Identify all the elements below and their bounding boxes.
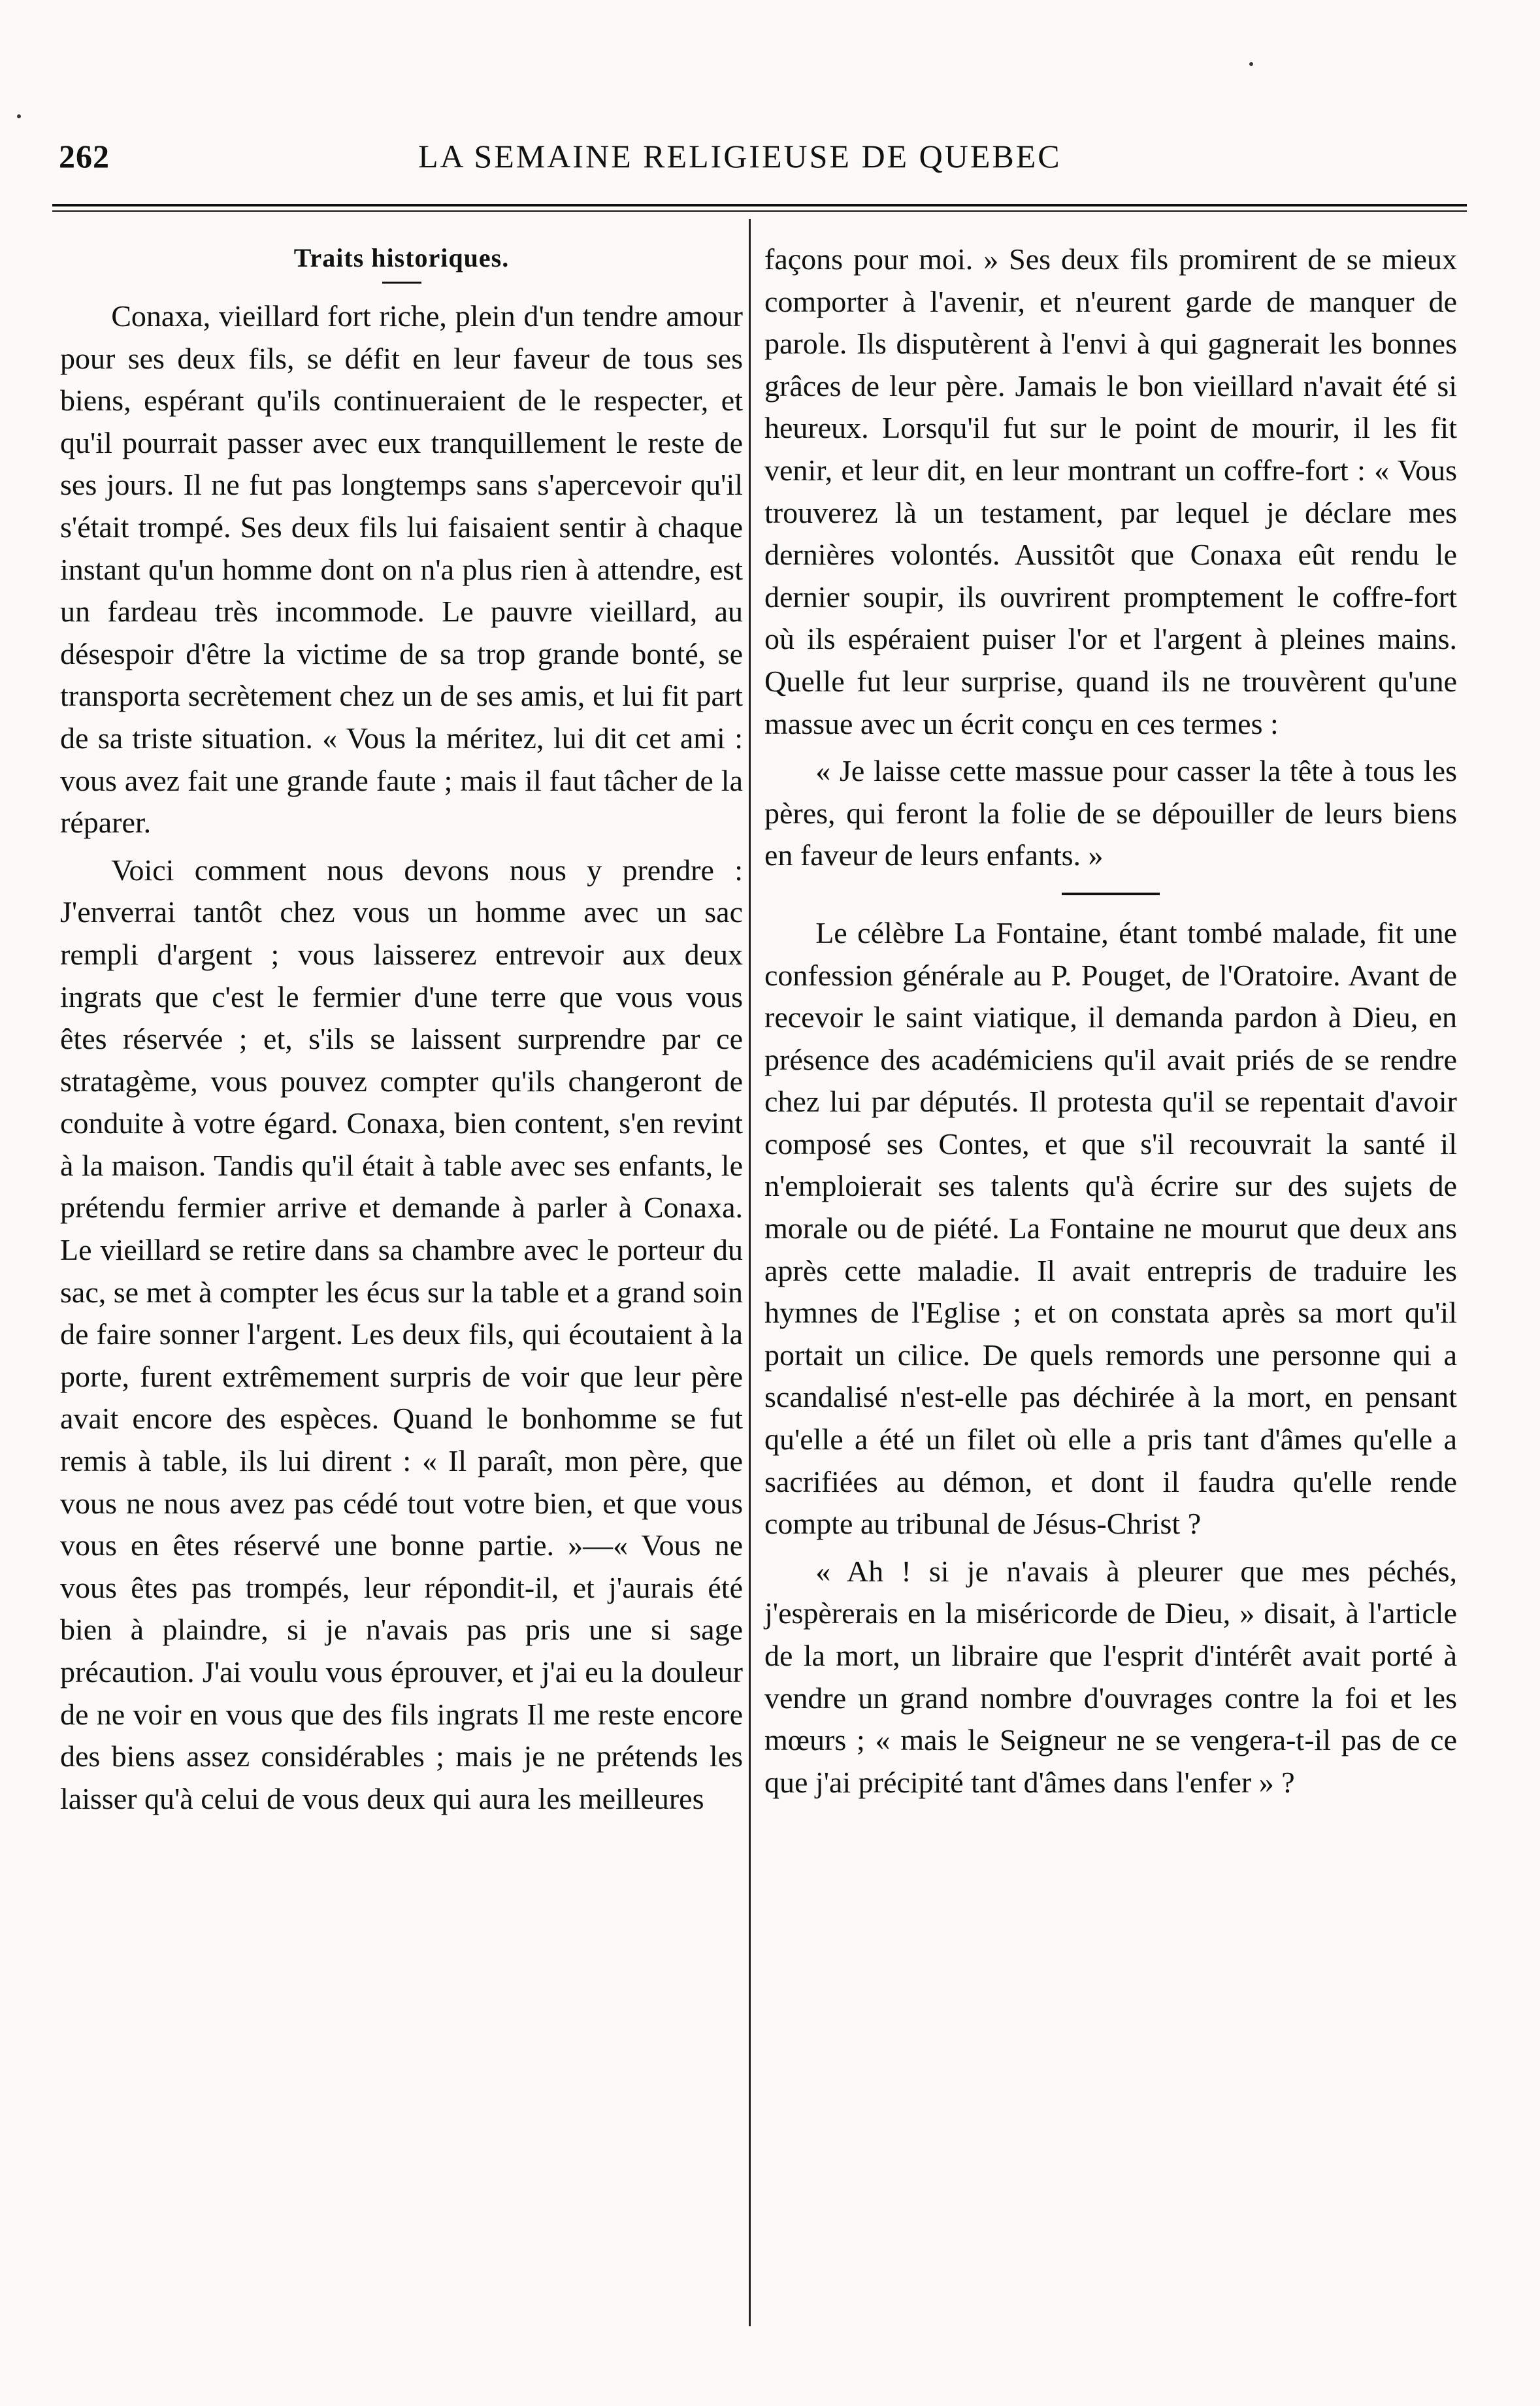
header-rule	[52, 204, 1467, 206]
paragraph: façons pour moi. » Ses deux fils promirent de se mieux comporter à l'avenir, et n'eurent garde de manquer de parole. Ils disputèrent à l'envi à qui gagnerait les bonnes grâces de leur père. Jamais le bon vieillard n'avait été si heureux. Lorsqu'il fut sur le point de mourir, il les fit venir, et leur dit, en leur montrant un coffre-fort : « Vous trouverez là un testament, par lequel je déclare mes dernières volontés. Aussitôt que Conaxa eût rendu le dernier soupir, ils ouvrirent promptement le coffre-fort où ils espéraient puiser l'or et l'argent à pleines mains. Quelle fut leur surprise, quand ils ne trouvèrent qu'une massue avec un écrit conçu en ces termes :	[764, 242, 1457, 740]
page-number: 262	[59, 138, 110, 174]
ink-speck	[1249, 62, 1253, 66]
section-separator-rule	[1062, 893, 1160, 895]
paragraph: Conaxa, vieillard fort riche, plein d'un tendre amour pour ses deux fils, se défit en leur faveur de tous ses biens, espérant qu'ils continueraient de le respecter, et qu'il pourrait passer avec eux tranquillement le reste de ses jours. Il ne fut pas longtemps sans s'apercevoir qu'il s'était trompé. Ses deux fils lui faisaient sentir à chaque instant qu'un homme dont on n'a plus rien à attendre, est un fardeau très incommode. Le pauvre vieillard, au désespoir d'être la victime de sa trop grande bonté, se transporta secrètement chez un de ses amis, et lui fit part de sa triste situation. « Vous la méritez, lui dit cet ami : vous avez fait une grande faute ; mais il faut tâcher de la réparer.	[60, 299, 743, 840]
column-divider	[749, 219, 751, 2326]
journal-title: LA SEMAINE RELIGIEUSE DE QUEBEC	[418, 138, 1062, 174]
running-head	[52, 137, 1477, 183]
left-column	[60, 239, 743, 1820]
right-column	[764, 239, 1457, 1804]
ink-speck	[17, 114, 21, 118]
heading-rule	[382, 282, 421, 284]
paragraph: Voici comment nous devons nous y prendre : J'enverrai tantôt chez vous un homme avec un sac rempli d'argent ; vous laisserez entrevoir aux deux ingrats que c'est le fermier d'une terre que vous vous êtes réservée ; et, s'ils se laissent surprendre par ce stratagème, vous pouvez compter qu'ils changeront de conduite à votre égard. Conaxa, bien content, s'en revint à la maison. Tandis qu'il était à table avec ses enfants, le prétendu fermier arrive et demande à parler à Conaxa. Le vieillard se retire dans sa chambre avec le porteur du sac, se met à compter les écus sur la table et a grand soin de faire sonner l'argent. Les deux fils, qui écoutaient à la porte, furent extrêmement surpris de voir que leur père avait encore des espèces. Quand le bonhomme se fut remis à table, ils lui dirent : « Il paraît, mon père, que vous ne nous avez pas cédé tout votre bien, et que vous vous en êtes réservé une bonne partie. »—« Vous ne vous êtes pas trompés, leur répondit-il, et j'aurais été bien à plaindre, si je n'avais pas pris une si sage précaution. J'ai voulu vous éprouver, et j'ai eu la douleur de ne voir en vous que des fils ingrats Il me reste encore des biens assez considérables ; mais je ne prétends les laisser qu'à celui de vous deux qui aura les meilleures	[60, 853, 743, 1815]
paragraph: Le célèbre La Fontaine, étant tombé malade, fit une confession générale au P. Pouget, de l'Oratoire. Avant de recevoir le saint viatique, il demanda pardon à Dieu, en présence des académiciens qu'il avait priés de se rendre chez lui par députés. Il protesta qu'il se repentait d'avoir composé ses Contes, et que s'il recouvrait la santé il n'emploierait ses talents qu'à écrire sur des sujets de morale ou de piété. La Fontaine ne mourut que deux ans après cette maladie. Il avait entrepris de traduire les hymnes de l'Eglise ; et on constata après sa mort qu'il portait un cilice. De quels remords une personne qui a scandalisé n'est-elle pas déchirée à la mort, en pensant qu'elle a été un filet où elle a pris tant d'âmes qu'elle a sacrifiées au démon, et dont il faudra qu'elle rende compte au tribunal de Jésus-Christ ?	[764, 915, 1457, 1541]
paragraph: « Ah ! si je n'avais à pleurer que mes péchés, j'espèrerais en la miséricorde de Dieu, » disait, à l'article de la mort, un libraire que l'esprit d'intérêt avait porté à vendre un grand nombre d'ouvrages contre la foi et les mœurs ; « mais le Seigneur ne se vengera-t-il pas de ce que j'ai précipité tant d'âmes dans l'enfer » ?	[764, 1554, 1457, 1799]
header-rule-thin	[52, 210, 1467, 212]
section-heading: Traits historiques.	[293, 243, 510, 272]
paragraph: « Je laisse cette massue pour casser la tête à tous les pères, qui feront la folie de se dépouiller de leurs biens en faveur de leurs enfants. »	[764, 754, 1457, 872]
